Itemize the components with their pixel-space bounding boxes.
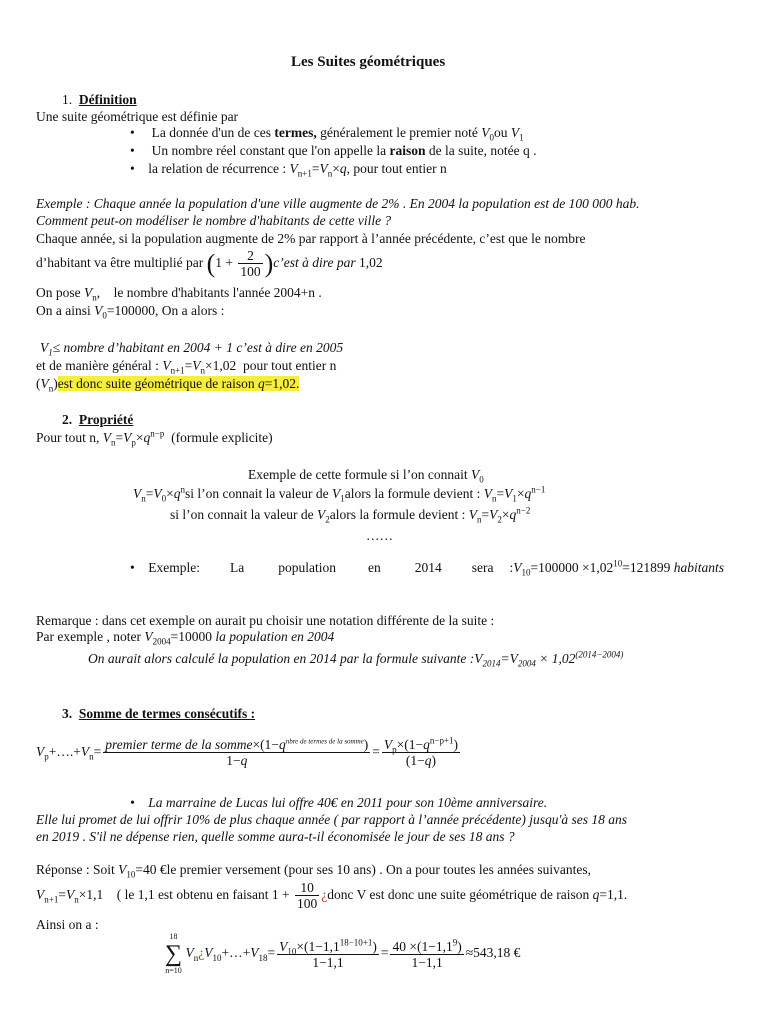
answer-line-2: $V_{n+1}=V_n\times 1,1$ ( le 1,1 est obtenu en faisant 1 + $\frac{10}{100}$ ¿donc V est donc une suite géométrique de raison q=1,1. xyxy=(36,880,628,912)
answer-line-3: Ainsi on a : xyxy=(36,917,99,932)
formula-example-v1: $V_n=V_0\times q^nsi$ l’on connait la valeur de $V_1alors$ la formule devient : $V_n=V_1\times q^{n-1}$ xyxy=(133,484,546,504)
sum-formula: $V_p+\dots.+V_n=$ $\frac{premier terme de la somme\times(1-q^{nbre de termes de la somme})}{1-q}$ = $\frac{V_p\times(1-q^{n-p+1})}{(1-q)}$ xyxy=(36,735,459,769)
bullet-ratio: • Un nombre réel constant que l'on appelle la raison de la suite, notée q . xyxy=(130,143,537,158)
section-2-heading: 2. Propriété xyxy=(62,412,134,427)
lucas-exercise-bullet: • La marraine de Lucas lui offre 40€ en 2011 pour son 10ème anniversaire. xyxy=(130,795,548,810)
remark-line-3: On aurait alors calculé la population en 2014 par la formule suivante $:V_{2014}=V_{2004} \times 1,02^{(2014-2004)}$ xyxy=(88,649,624,669)
final-sum-formula: 18 ∑ n=10 $V_n¿V_{10}+\dots+V_{18}=$ $\frac{V_{10}\times(1-1,1^{18-10+1})}{1-1,1}$ = $\frac{40 \times(1-1,1^9)}{1-1,1}$ ≈543,18 € xyxy=(165,932,521,975)
explanation-line-2: d’habitant va être multiplié par (1 + $\frac{2}{100}$ )c’est à dire par 1,02 xyxy=(36,248,383,280)
example-text-2: Comment peut-on modéliser le nombre d'habitants de cette ville ? xyxy=(36,213,392,228)
conclusion-line: $(V_n)est$ donc suite géométrique de raison q=1,02. xyxy=(36,376,300,394)
section-1-heading: 1. Définition xyxy=(62,92,137,107)
remark-line-2: Par exemple , noter $V_{2004}=10000$ la population en 2004 xyxy=(36,629,335,647)
fraction-2-100: $\frac{2}{100}$ xyxy=(240,248,261,280)
pose-line: On pose $V_n$, le nombre d'habitants l'année 2004+n . xyxy=(36,285,322,303)
remark-line-1: Remarque : dans cet exemple on aurait pu choisir une notation différente de la suite : xyxy=(36,613,495,628)
page-title: Les Suites géométriques xyxy=(291,54,446,70)
general-relation-line: et de manière général : $V_{n+1}=V_n\times 1,02$ pour tout entier n xyxy=(36,358,337,376)
initial-value-line: On a ainsi $V_0=100000$, On a alors : xyxy=(36,303,225,321)
ellipsis: …… xyxy=(366,528,393,543)
answer-line-1: Réponse : Soit $V_{10}=40$ €le premier versement (pour ses 10 ans) . On a pour toutes les années suivantes, xyxy=(36,862,592,880)
v1-line: $V_1\le$ nombre d’habitant en 2004 + 1 c’est à dire en 2005 xyxy=(40,340,344,358)
formula-example-v2: si l’on connait la valeur de $V_2alors$ la formule devient : $V_n=V_2\times q^{n-2}$ xyxy=(170,505,531,525)
explanation-line-1: Chaque année, si la population augmente de 2% par rapport à l’année précédente, c’est que le nombre xyxy=(36,231,586,246)
example-text-1: Exemple : Chaque année la population d'une ville augmente de 2% . En 2004 la population est de 100 000 hab. xyxy=(36,196,640,211)
formula-example-title: Exemple de cette formule si l’on connait $V_0$ xyxy=(248,467,484,485)
definition-intro: Une suite géométrique est définie par xyxy=(36,109,239,124)
lucas-exercise-line-2: Elle lui promet de lui offrir 10% de plus chaque année ( par rapport à l’année précédente) jusqu'à ses 18 ans xyxy=(36,812,628,827)
lucas-exercise-line-3: en 2019 . S'il ne dépense rien, quelle somme aura-t-il économisée le jour de ses 18 ans ? xyxy=(36,829,515,844)
bullet-recurrence: • la relation de récurrence : $V_{n+1}=V_n\times q$, pour tout entier n xyxy=(130,161,447,179)
section-3-heading: 3. Somme de termes consécutifs : xyxy=(62,706,256,721)
bullet-first-term: • La donnée d'un de ces termes, généralement le premier noté $V_0ou$ $V_1$ xyxy=(130,125,524,143)
population-2014-example: • Exemple: La population en 2014 sera $:V_{10}=100000 \times 1,02^{10}=121899$ habitants xyxy=(130,558,724,578)
explicit-formula-line: Pour tout n, $V_n=V_p\times q^{n-p}$ (formule explicite) xyxy=(36,428,273,448)
